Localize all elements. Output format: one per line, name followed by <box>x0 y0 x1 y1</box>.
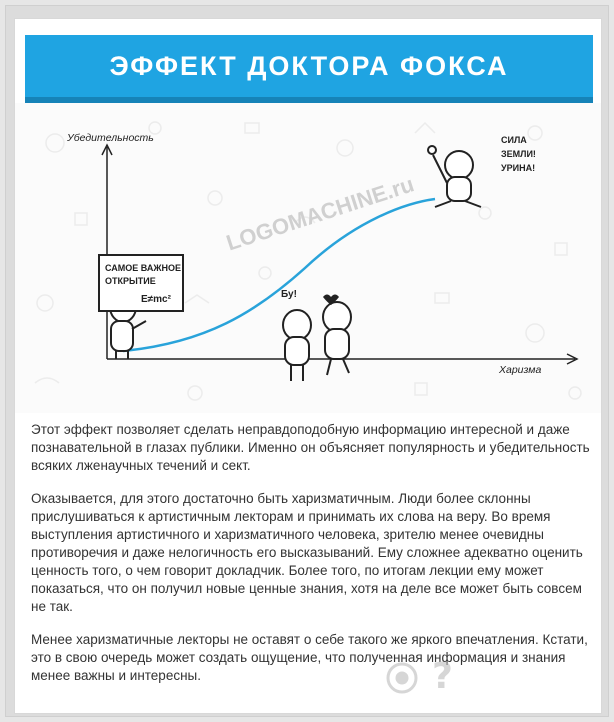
scared-audience-right <box>323 302 351 375</box>
speech-text <box>501 135 536 173</box>
paragraph-1: Этот эффект позволяет сделать неправдоподобную информацию интересной и даже познавательной в глазах публики. Именно он объясняет популярность и убедительность всяких лженаучных течений и сект. <box>31 422 590 473</box>
banner-title: ЭФФЕКТ ДОКТОРА ФОКСА <box>109 50 509 81</box>
watermark-text: LOGOMACHINE.ru <box>223 171 417 256</box>
speech-line3: УРИНА! <box>501 163 536 173</box>
speech-line1: СИЛА <box>501 135 527 145</box>
article-body <box>31 421 591 700</box>
scared-audience-left <box>283 310 311 381</box>
speech-line2: ЗЕМЛИ! <box>501 149 536 159</box>
sign-line1: САМОЕ ВАЖНОЕ <box>105 263 181 273</box>
illustration <box>15 103 601 413</box>
charismatic-lecturer <box>428 146 481 207</box>
title-banner <box>25 35 593 103</box>
sign-formula: E≠mc² <box>141 294 171 305</box>
y-axis-label: Убедительность <box>67 132 154 144</box>
sign-line2: ОТКРЫТИЕ <box>105 276 156 286</box>
infographic-card <box>14 18 602 714</box>
svg-text:?: ? <box>432 656 453 697</box>
paragraph-3: Менее харизматичные лекторы не оставят о себе такого же яркого впечатления. Кстати, это в свою очередь может создать ощущение, что полученная информация и знания менее важны и интересны. <box>31 632 588 683</box>
scared-exclamation: Бу! <box>281 289 297 300</box>
paragraph-2: Оказывается, для этого достаточно быть харизматичным. Люди более склонны прислушиваться к артистичным лекторам и принимать их слова на веру. Во время выступления артистичного и харизматичного человека, зрителю менее очевидны противоречия и даже нелогичность его высказываний. Ему сложнее адекватно оценить ценность того, о чем говорит докладчик. Более того, по итогам лекции ему может показаться, что он получил новые ценные знания, хотя на деле все может быть совсем не так. <box>31 491 583 614</box>
discovery-sign <box>99 255 183 311</box>
diagram-svg <box>15 103 601 413</box>
x-axis-label: Харизма <box>499 364 542 376</box>
